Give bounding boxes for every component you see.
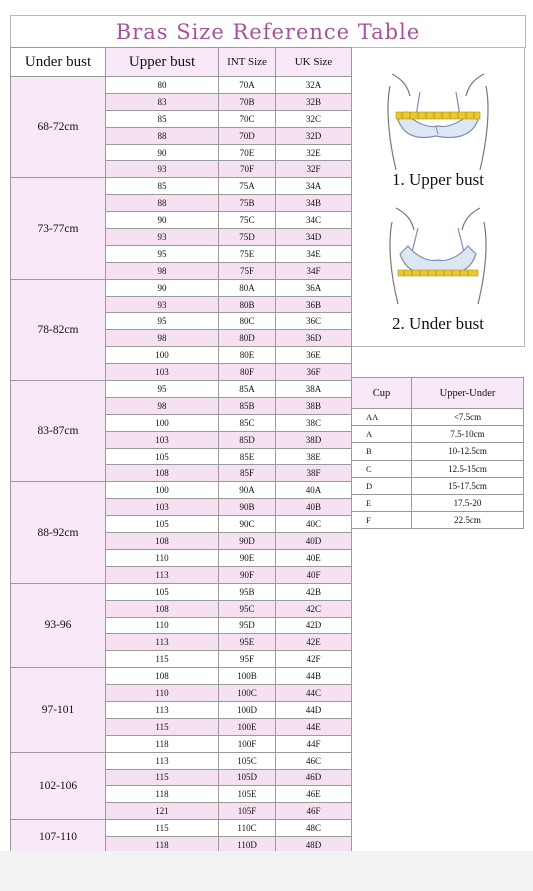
int-size-cell: 80F [219,364,276,381]
upper-bust-cell: 95 [106,245,219,262]
int-size-cell: 75B [219,195,276,212]
upper-under-cell: 15-17.5cm [412,477,524,494]
uk-size-cell: 38C [276,414,352,431]
uk-size-cell: 40B [276,499,352,516]
int-size-cell: 85B [219,397,276,414]
int-size-cell: 75F [219,262,276,279]
uk-size-cell: 44E [276,718,352,735]
upper-bust-cell: 100 [106,482,219,499]
size-row [11,77,352,94]
cup-cell: E [352,494,412,511]
size-row [11,820,352,837]
int-size-cell: 75A [219,178,276,195]
int-size-cell: 95F [219,651,276,668]
int-size-cell: 70B [219,93,276,110]
upper-bust-cell: 88 [106,195,219,212]
int-size-cell: 95E [219,634,276,651]
uk-size-cell: 38F [276,465,352,482]
bottom-band [0,851,533,891]
uk-size-cell: 42B [276,583,352,600]
cup-cell: A [352,426,412,443]
upper-bust-cell: 93 [106,229,219,246]
upper-bust-cell: 85 [106,178,219,195]
upper-bust-cell: 110 [106,617,219,634]
upper-bust-figure [352,66,524,176]
uk-size-cell: 32D [276,127,352,144]
chart-title: Bras Size Reference Table [10,15,526,48]
uk-size-cell: 34E [276,245,352,262]
uk-size-cell: 34C [276,212,352,229]
upper-bust-cell: 98 [106,262,219,279]
int-size-cell: 105E [219,786,276,803]
under-bust-figure [352,200,524,310]
uk-size-cell: 46C [276,752,352,769]
cup-table [351,377,524,529]
uk-size-cell: 36E [276,347,352,364]
int-size-cell: 100E [219,718,276,735]
under-bust-cell: 102-106 [11,752,106,820]
under-bust-cell: 93-96 [11,583,106,667]
upper-bust-cell: 118 [106,786,219,803]
size-row [11,279,352,296]
int-size-cell: 105F [219,803,276,820]
uk-size-cell: 42D [276,617,352,634]
torso-outline [392,74,484,96]
int-size-cell: 85E [219,448,276,465]
under-bust-label: 2. Under bust [391,314,485,333]
uk-size-cell: 40D [276,533,352,550]
uk-size-cell: 44B [276,668,352,685]
size-table-body [11,77,352,854]
uk-size-cell: 44C [276,685,352,702]
upper-bust-cell: 105 [106,516,219,533]
uk-size-cell: 32A [276,77,352,94]
int-size-cell: 85C [219,414,276,431]
int-size-cell: 85D [219,431,276,448]
uk-size-cell: 42F [276,651,352,668]
upper-bust-cell: 80 [106,77,219,94]
upper-bust-cell: 88 [106,127,219,144]
uk-size-cell: 42E [276,634,352,651]
int-size-cell: 85A [219,381,276,398]
int-size-cell: 95B [219,583,276,600]
int-size-cell: 90E [219,549,276,566]
size-row [11,178,352,195]
header-upper-bust: Upper bust [106,48,219,77]
under-bust-cell: 68-72cm [11,77,106,178]
uk-size-cell: 46E [276,786,352,803]
upper-bust-cell: 105 [106,448,219,465]
int-size-cell: 80E [219,347,276,364]
upper-bust-cell: 113 [106,634,219,651]
uk-size-cell: 46F [276,803,352,820]
int-size-cell: 110C [219,820,276,837]
upper-under-cell: 12.5-15cm [412,460,524,477]
upper-bust-cell: 121 [106,803,219,820]
under-bust-cell: 83-87cm [11,381,106,482]
uk-size-cell: 32F [276,161,352,178]
int-size-cell: 105D [219,769,276,786]
uk-size-cell: 32E [276,144,352,161]
header-cup: Cup [352,378,412,409]
int-size-cell: 80A [219,279,276,296]
cup-row [352,443,524,460]
int-size-cell: 90A [219,482,276,499]
cup-table-header [352,378,524,409]
header-upper-under: Upper-Under [412,378,524,409]
uk-size-cell: 48D [276,837,352,854]
upper-bust-cell: 90 [106,212,219,229]
upper-bust-cell: 90 [106,144,219,161]
int-size-cell: 70E [219,144,276,161]
int-size-cell: 105C [219,752,276,769]
uk-size-cell: 36B [276,296,352,313]
size-row [11,752,352,769]
cup-row [352,426,524,443]
upper-bust-cell: 115 [106,820,219,837]
upper-under-cell: 10-12.5cm [412,443,524,460]
uk-size-cell: 40F [276,566,352,583]
size-table-header [11,48,352,77]
upper-bust-cell: 108 [106,533,219,550]
upper-bust-cell: 103 [106,499,219,516]
uk-size-cell: 48C [276,820,352,837]
size-row [11,482,352,499]
upper-bust-cell: 115 [106,651,219,668]
int-size-cell: 95C [219,600,276,617]
upper-bust-cell: 100 [106,414,219,431]
int-size-cell: 90B [219,499,276,516]
upper-bust-cell: 98 [106,397,219,414]
int-size-cell: 80C [219,313,276,330]
upper-bust-cell: 100 [106,347,219,364]
uk-size-cell: 34F [276,262,352,279]
upper-bust-cell: 83 [106,93,219,110]
int-size-cell: 75C [219,212,276,229]
uk-size-cell: 46D [276,769,352,786]
cup-row [352,460,524,477]
int-size-cell: 90F [219,566,276,583]
upper-bust-cell: 93 [106,161,219,178]
cup-row [352,494,524,511]
uk-size-cell: 40E [276,549,352,566]
header-int-size: INT Size [219,48,276,77]
upper-bust-cell: 103 [106,364,219,381]
header-under-bust: Under bust [11,48,106,77]
int-size-cell: 100F [219,735,276,752]
size-row [11,668,352,685]
upper-bust-cell: 113 [106,752,219,769]
size-table [10,47,352,854]
int-size-cell: 75E [219,245,276,262]
upper-bust-cell: 95 [106,313,219,330]
upper-under-cell: <7.5cm [412,409,524,426]
upper-bust-cell: 118 [106,735,219,752]
cup-row [352,409,524,426]
cup-cell: C [352,460,412,477]
upper-bust-cell: 113 [106,566,219,583]
upper-under-cell: 17.5-20 [412,494,524,511]
int-size-cell: 75D [219,229,276,246]
under-bust-cell: 107-110 [11,820,106,854]
cup-cell: AA [352,409,412,426]
uk-size-cell: 36C [276,313,352,330]
uk-size-cell: 34B [276,195,352,212]
int-size-cell: 90C [219,516,276,533]
upper-bust-cell: 93 [106,296,219,313]
under-bust-cell: 88-92cm [11,482,106,583]
under-bust-cell: 78-82cm [11,279,106,380]
size-row [11,381,352,398]
cup-cell: F [352,512,412,529]
uk-size-cell: 38D [276,431,352,448]
uk-size-cell: 34D [276,229,352,246]
upper-bust-cell: 110 [106,549,219,566]
upper-bust-cell: 115 [106,718,219,735]
cup-table-body [352,409,524,529]
upper-bust-cell: 108 [106,668,219,685]
int-size-cell: 100D [219,701,276,718]
uk-size-cell: 40A [276,482,352,499]
int-size-cell: 80D [219,330,276,347]
int-size-cell: 70A [219,77,276,94]
int-size-cell: 100C [219,685,276,702]
size-row [11,583,352,600]
uk-size-cell: 44F [276,735,352,752]
int-size-cell: 95D [219,617,276,634]
uk-size-cell: 32C [276,110,352,127]
under-bust-cell: 97-101 [11,668,106,752]
upper-under-cell: 7.5-10cm [412,426,524,443]
upper-bust-label: 1. Upper bust [391,170,485,189]
upper-bust-cell: 110 [106,685,219,702]
int-size-cell: 85F [219,465,276,482]
cup-row [352,512,524,529]
int-size-cell: 90D [219,533,276,550]
upper-bust-cell: 95 [106,381,219,398]
upper-under-cell: 22.5cm [412,512,524,529]
upper-bust-cell: 108 [106,465,219,482]
upper-bust-cell: 113 [106,701,219,718]
uk-size-cell: 36A [276,279,352,296]
int-size-cell: 100B [219,668,276,685]
int-size-cell: 70C [219,110,276,127]
uk-size-cell: 44D [276,701,352,718]
uk-size-cell: 36F [276,364,352,381]
uk-size-cell: 42C [276,600,352,617]
upper-bust-cell: 108 [106,600,219,617]
uk-size-cell: 40C [276,516,352,533]
upper-bust-cell: 98 [106,330,219,347]
cup-cell: D [352,477,412,494]
upper-bust-cell: 115 [106,769,219,786]
upper-bust-cell: 105 [106,583,219,600]
upper-bust-cell: 85 [106,110,219,127]
upper-bust-cell: 118 [106,837,219,854]
int-size-cell: 70D [219,127,276,144]
cup-cell: B [352,443,412,460]
header-uk-size: UK Size [276,48,352,77]
under-bust-cell: 73-77cm [11,178,106,279]
uk-size-cell: 38A [276,381,352,398]
cup-row [352,477,524,494]
uk-size-cell: 38B [276,397,352,414]
uk-size-cell: 38E [276,448,352,465]
measurement-illustration [352,47,525,347]
int-size-cell: 110D [219,837,276,854]
upper-bust-cell: 103 [106,431,219,448]
uk-size-cell: 34A [276,178,352,195]
int-size-cell: 80B [219,296,276,313]
upper-bust-cell: 90 [106,279,219,296]
int-size-cell: 70F [219,161,276,178]
uk-size-cell: 32B [276,93,352,110]
uk-size-cell: 36D [276,330,352,347]
